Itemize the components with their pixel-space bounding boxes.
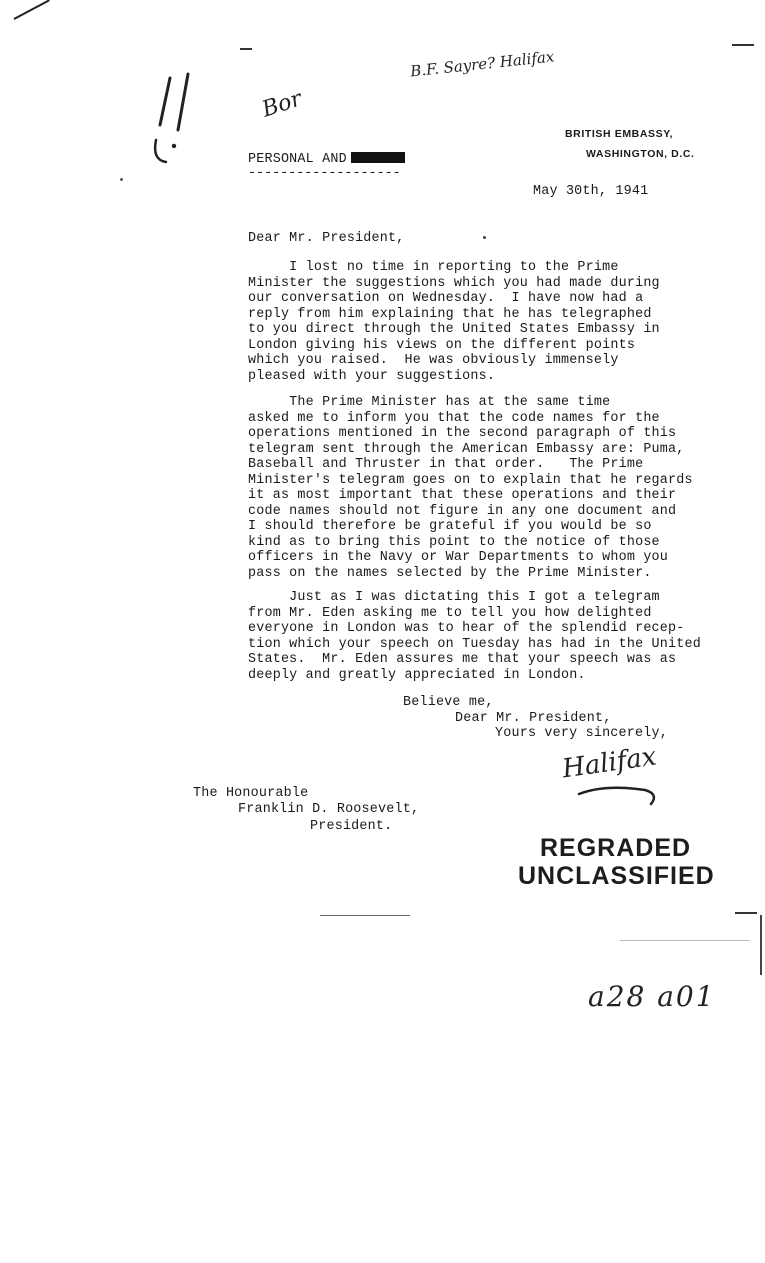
scan-faint-line [620, 940, 750, 941]
paragraph-line: Just as I was dictating this I got a telegram [248, 590, 660, 605]
paragraph-line: London giving his views on the different points [248, 337, 636, 353]
classification-text: PERSONAL AND [248, 152, 347, 167]
top-dash-mark [240, 48, 252, 50]
classification-label [248, 152, 405, 167]
letterhead-line-2: WASHINGTON, D.C. [586, 148, 695, 160]
paragraph-line: officers in the Navy or War Departments to whom you [248, 550, 669, 565]
paragraph-line: reply from him explaining that he has telegraphed [248, 306, 652, 322]
paragraph-line: it as most important that these operations and their [248, 488, 677, 503]
paragraph-line: which you raised. He was obviously immensely [248, 353, 619, 368]
signature: Halifax [560, 741, 659, 785]
paragraph-line: kind as to bring this point to the notice of those [248, 534, 660, 550]
paragraph-line: I lost no time in reporting to the Prime [248, 260, 619, 275]
paragraph-line: pass on the names selected by the Prime Minister. [248, 565, 652, 581]
closing-line-1: Believe me, [403, 695, 494, 710]
paragraph-line: Baseball and Thruster in that order. The Prime [248, 457, 644, 472]
paragraph-line: tion which your speech on Tuesday has had in the United [248, 636, 701, 652]
paragraph-line: operations mentioned in the second paragraph of this [248, 426, 677, 441]
paragraph-line: deeply and greatly appreciated in London. [248, 667, 586, 683]
paragraph-line: to you direct through the United States Embassy in [248, 322, 660, 337]
paragraph-line: our conversation on Wednesday. I have now had a [248, 291, 644, 306]
paragraph-line: Minister the suggestions which you had made during [248, 275, 660, 291]
body-paragraph-2 [248, 395, 738, 581]
serial-annotation: a28 a01 [588, 980, 716, 1013]
body-paragraph-3 [248, 590, 738, 683]
addressee-line-3: President. [310, 819, 393, 834]
margin-bracket-mark [148, 70, 198, 174]
closing-line-2: Dear Mr. President, [455, 711, 612, 726]
closing-line-3: Yours very sincerely, [495, 726, 668, 741]
paragraph-line: asked me to inform you that the code names for the [248, 410, 660, 426]
margin-stroke-mark [14, 0, 50, 20]
paragraph-line: telegram sent through the American Embassy are: Puma, [248, 441, 685, 457]
scan-dash-line [320, 915, 410, 916]
regraded-stamp-line-2: UNCLASSIFIED [518, 862, 715, 890]
right-edge-mark [732, 44, 754, 46]
regraded-stamp-line-1: REGRADED [540, 834, 692, 862]
letter-date: May 30th, 1941 [533, 184, 649, 199]
right-edge-line [760, 915, 762, 975]
addressee-line-1: The Honourable [193, 786, 309, 801]
classification-underline: ------------------- [248, 166, 401, 181]
top-margin-annotation: B.F. Sayre? Halifax [409, 47, 556, 81]
paragraph-line: everyone in London was to hear of the splendid recep- [248, 621, 685, 636]
paragraph-line: from Mr. Eden asking me to tell you how delighted [248, 605, 652, 621]
redaction-bar [351, 152, 405, 163]
stray-dot [483, 236, 486, 239]
initials-annotation: Bor [259, 86, 305, 123]
letterhead-line-1: BRITISH EMBASSY, [565, 128, 674, 140]
paragraph-line: I should therefore be grateful if you would be so [248, 519, 652, 534]
salutation: Dear Mr. President, [248, 231, 405, 246]
paragraph-line: code names should not figure in any one document and [248, 503, 677, 519]
scan-dash-right [735, 912, 757, 914]
paragraph-line: States. Mr. Eden assures me that your speech was as [248, 652, 677, 667]
signature-flourish [575, 780, 665, 814]
paragraph-line: The Prime Minister has at the same time [248, 395, 611, 410]
paragraph-line: pleased with your suggestions. [248, 368, 496, 384]
body-paragraph-1 [248, 260, 738, 384]
margin-dot [120, 178, 123, 181]
addressee-line-2: Franklin D. Roosevelt, [238, 802, 420, 817]
paragraph-line: Minister's telegram goes on to explain that he regards [248, 472, 693, 488]
